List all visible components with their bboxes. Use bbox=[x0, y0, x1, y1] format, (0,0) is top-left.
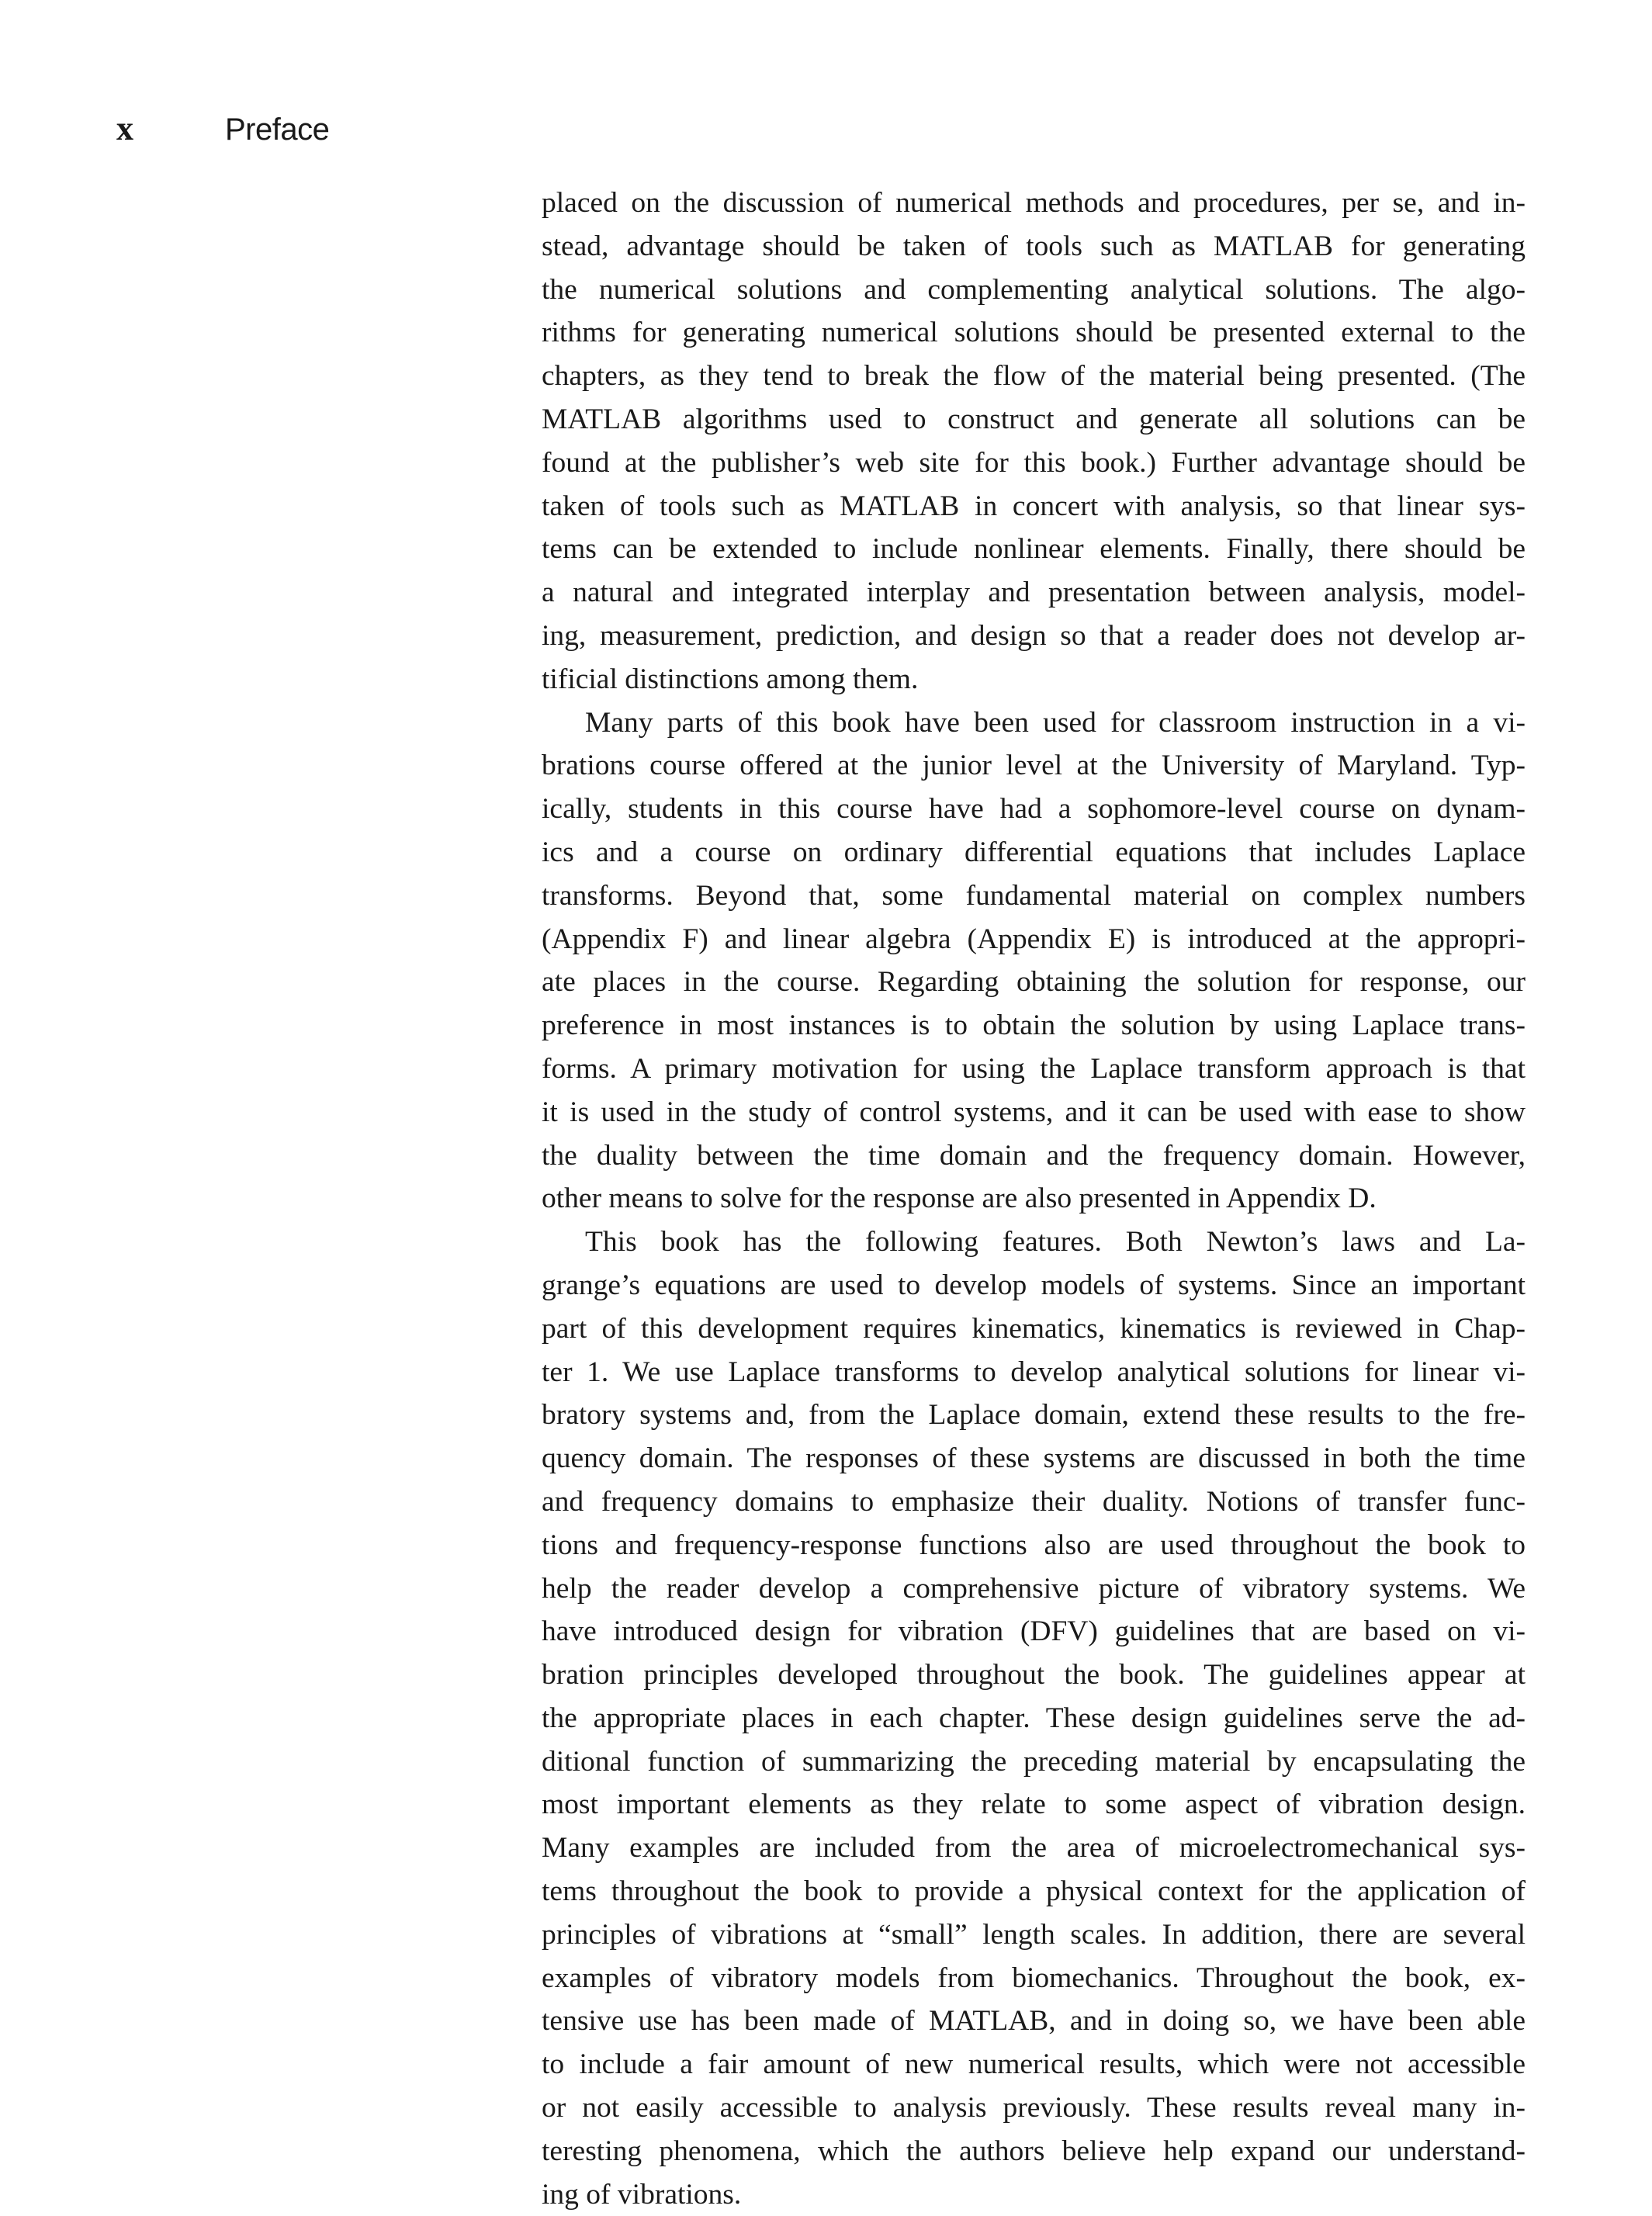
text-line: tificial distinctions among them. bbox=[542, 663, 919, 695]
text-line: forms. A primary motivation for using the Laplace transform approach is that bbox=[542, 1052, 1526, 1085]
text-line: ate places in the course. Regarding obtaining the solution for response, our bbox=[542, 966, 1526, 999]
text-line: quency domain. The responses of these systems are discussed in both the time bbox=[542, 1442, 1526, 1475]
text-line: ically, students in this course have had a sophomore-level course on dynam- bbox=[542, 793, 1526, 826]
running-head bbox=[116, 109, 329, 155]
text-line: principles of vibrations at “small” length scales. In addition, there are several bbox=[542, 1918, 1526, 1951]
text-line: taken of tools such as MATLAB in concert with analysis, so that linear sys- bbox=[542, 490, 1526, 522]
body-text bbox=[542, 182, 1526, 2216]
text-line: examples of vibratory models from biomechanics. Throughout the book, ex- bbox=[542, 1962, 1526, 1994]
text-line: transforms. Beyond that, some fundamental material on complex numbers bbox=[542, 879, 1526, 912]
text-line: This book has the following features. Both Newton’s laws and La- bbox=[585, 1226, 1526, 1259]
text-line: tems throughout the book to provide a physical context for the application of bbox=[542, 1875, 1526, 1908]
text-line: grange’s equations are used to develop models of systems. Since an important bbox=[542, 1269, 1526, 1301]
page-number: x bbox=[116, 109, 133, 147]
text-line: the appropriate places in each chapter. These design guidelines serve the ad- bbox=[542, 1702, 1526, 1734]
text-line: teresting phenomena, which the authors believe help expand our understand- bbox=[542, 2135, 1526, 2167]
text-line: or not easily accessible to analysis previously. These results reveal many in- bbox=[542, 2092, 1526, 2124]
text-line: most important elements as they relate to some aspect of vibration design. bbox=[542, 1788, 1526, 1821]
text-line: Many parts of this book have been used for classroom instruction in a vi- bbox=[585, 706, 1526, 739]
text-line: bration principles developed throughout the book. The guidelines appear at bbox=[542, 1659, 1526, 1691]
text-line: preference in most instances is to obtain the solution by using Laplace trans- bbox=[542, 1009, 1526, 1042]
text-line: other means to solve for the response are also presented in Appendix D. bbox=[542, 1182, 1377, 1215]
text-line: and frequency domains to emphasize their duality. Notions of transfer func- bbox=[542, 1485, 1526, 1518]
text-line: Many examples are included from the area of microelectromechanical sys- bbox=[542, 1832, 1526, 1865]
text-line: (Appendix F) and linear algebra (Appendix E) is introduced at the appropri- bbox=[542, 923, 1526, 955]
paragraph bbox=[542, 701, 1526, 1221]
text-line: ter 1. We use Laplace transforms to develop analytical solutions for linear vi- bbox=[542, 1356, 1526, 1388]
text-line: ing of vibrations. bbox=[542, 2178, 742, 2211]
text-line: tensive use has been made of MATLAB, and in doing so, we have been able bbox=[542, 2005, 1526, 2038]
text-line: a natural and integrated interplay and presentation between analysis, model- bbox=[542, 577, 1526, 609]
text-line: ing, measurement, prediction, and design so that a reader does not develop ar- bbox=[542, 619, 1526, 652]
text-line: bratory systems and, from the Laplace domain, extend these results to the fre- bbox=[542, 1399, 1526, 1432]
text-line: ditional function of summarizing the preceding material by encapsulating the bbox=[542, 1745, 1526, 1778]
section-title: Preface bbox=[225, 113, 330, 147]
text-line: it is used in the study of control systems, and it can be used with ease to show bbox=[542, 1096, 1526, 1128]
text-line: ics and a course on ordinary differential equations that includes Laplace bbox=[542, 836, 1526, 868]
paragraph bbox=[542, 182, 1526, 701]
text-line: placed on the discussion of numerical methods and procedures, per se, and in- bbox=[542, 187, 1526, 219]
text-line: to include a fair amount of new numerical results, which were not accessible bbox=[542, 2048, 1526, 2081]
text-line: the numerical solutions and complementing analytical solutions. The algo- bbox=[542, 273, 1526, 306]
text-line: MATLAB algorithms used to construct and generate all solutions can be bbox=[542, 403, 1526, 435]
text-line: brations course offered at the junior level at the University of Maryland. Typ- bbox=[542, 750, 1526, 782]
paragraph bbox=[542, 1221, 1526, 2216]
text-line: the duality between the time domain and the frequency domain. However, bbox=[542, 1139, 1526, 1172]
text-line: tems can be extended to include nonlinear elements. Finally, there should be bbox=[542, 533, 1526, 566]
text-line: part of this development requires kinematics, kinematics is reviewed in Chap- bbox=[542, 1312, 1526, 1345]
text-line: stead, advantage should be taken of tools such as MATLAB for generating bbox=[542, 230, 1526, 262]
text-line: help the reader develop a comprehensive picture of vibratory systems. We bbox=[542, 1572, 1526, 1605]
text-line: rithms for generating numerical solutions should be presented external to the bbox=[542, 317, 1526, 349]
text-line: have introduced design for vibration (DFV) guidelines that are based on vi- bbox=[542, 1615, 1526, 1648]
text-line: found at the publisher’s web site for this book.) Further advantage should be bbox=[542, 446, 1526, 479]
text-line: chapters, as they tend to break the flow of the material being presented. (The bbox=[542, 360, 1526, 393]
text-line: tions and frequency-response functions also are used throughout the book to bbox=[542, 1529, 1526, 1561]
